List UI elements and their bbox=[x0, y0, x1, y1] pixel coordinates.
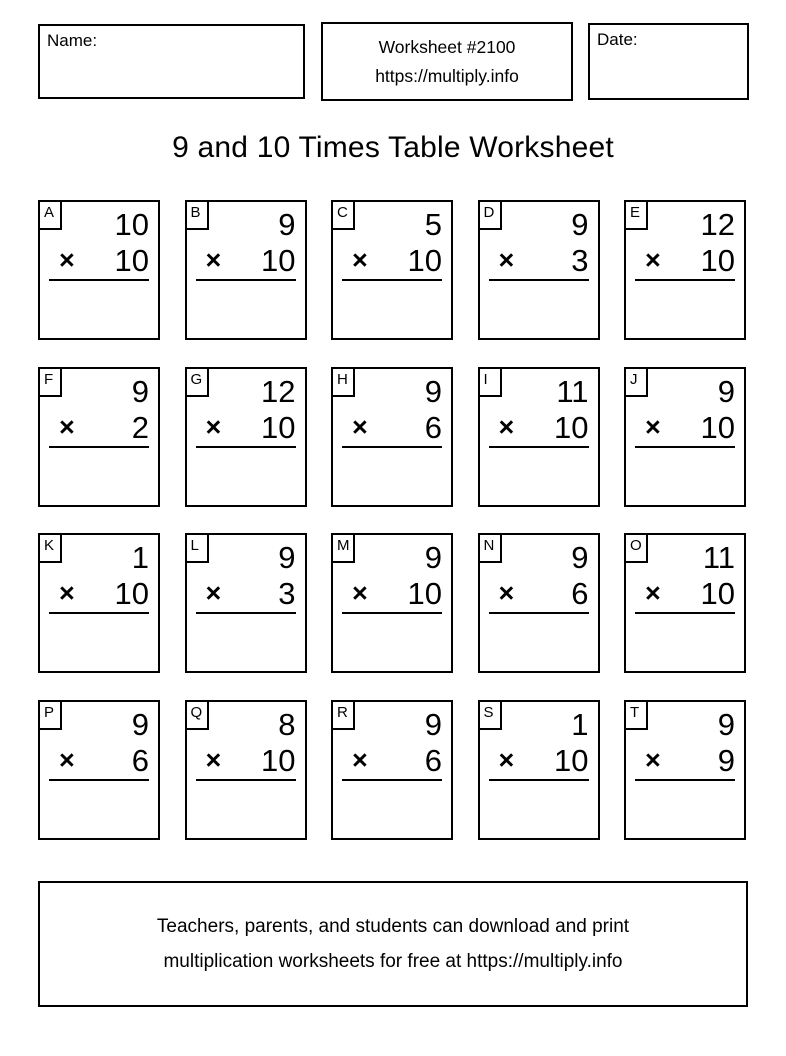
multiplier: 3 bbox=[278, 576, 296, 611]
multiplicand: 10 bbox=[114, 207, 149, 242]
problem-letter-badge bbox=[331, 533, 355, 563]
problem-cell bbox=[185, 533, 307, 673]
problem-letter: I bbox=[483, 370, 488, 388]
problem-letter: G bbox=[190, 370, 203, 388]
problem-letter: S bbox=[483, 703, 494, 721]
multiply-icon: × bbox=[498, 245, 515, 275]
problem-cell bbox=[38, 700, 160, 840]
problem-cell bbox=[624, 367, 746, 507]
multiplier: 6 bbox=[571, 576, 589, 611]
problem-cell bbox=[478, 367, 600, 507]
multiply-icon: × bbox=[498, 578, 515, 608]
multiplicand: 1 bbox=[131, 540, 149, 575]
multiplier: 9 bbox=[717, 742, 735, 778]
answer-space[interactable] bbox=[187, 281, 305, 338]
problem-letter: B bbox=[190, 204, 201, 221]
multiplicand: 9 bbox=[571, 207, 589, 242]
problem-cell bbox=[185, 700, 307, 840]
answer-space[interactable] bbox=[187, 448, 305, 505]
problem-cell bbox=[331, 200, 453, 340]
multiply-icon: × bbox=[59, 578, 75, 608]
problem-letter: A bbox=[44, 204, 55, 221]
name-label: Name: bbox=[47, 31, 98, 50]
answer-space[interactable] bbox=[480, 281, 598, 338]
multiply-icon: × bbox=[645, 411, 661, 442]
multiplicand: 12 bbox=[261, 373, 296, 409]
multiplier: 10 bbox=[114, 576, 149, 611]
worksheet-url: https://multiply.info bbox=[375, 65, 519, 86]
answer-space[interactable] bbox=[40, 281, 158, 338]
problem-letter: Q bbox=[190, 703, 203, 721]
multiplicand: 9 bbox=[424, 540, 442, 575]
problem-letter: D bbox=[483, 204, 495, 221]
footer-line-1: Teachers, parents, and students can download and print bbox=[156, 915, 630, 937]
multiplier: 10 bbox=[261, 742, 296, 778]
answer-space[interactable] bbox=[333, 448, 451, 505]
answer-space[interactable] bbox=[333, 614, 451, 671]
multiplicand: 9 bbox=[278, 540, 296, 575]
problem-letter-badge bbox=[478, 367, 502, 397]
multiplier: 10 bbox=[700, 409, 735, 445]
multiplier: 3 bbox=[571, 243, 589, 278]
problem-letter: E bbox=[630, 204, 641, 221]
multiply-icon: × bbox=[352, 245, 368, 275]
multiply-icon: × bbox=[498, 744, 515, 775]
problem-letter-badge bbox=[38, 367, 62, 397]
problem-letter-badge bbox=[478, 700, 502, 730]
multiply-icon: × bbox=[352, 411, 368, 442]
problem-letter: J bbox=[630, 370, 638, 388]
problem-letter-badge bbox=[38, 700, 62, 730]
multiplicand: 9 bbox=[131, 373, 149, 409]
name-field-box[interactable] bbox=[38, 24, 305, 99]
answer-space[interactable] bbox=[480, 614, 598, 671]
problem-letter-badge bbox=[624, 367, 648, 397]
problem-letter-badge bbox=[185, 700, 209, 730]
problem-letter: M bbox=[337, 537, 350, 554]
problem-letter-badge bbox=[331, 200, 355, 230]
multiplier: 2 bbox=[131, 409, 149, 445]
problem-letter-badge bbox=[478, 533, 502, 563]
problem-letter: K bbox=[44, 537, 55, 554]
problem-letter-badge bbox=[185, 200, 209, 230]
date-label: Date: bbox=[597, 30, 638, 49]
problem-letter: P bbox=[44, 703, 55, 721]
multiplicand: 9 bbox=[717, 373, 735, 409]
problem-cell bbox=[38, 200, 160, 340]
problem-letter: O bbox=[630, 537, 642, 554]
problem-cell bbox=[624, 533, 746, 673]
problem-letter: L bbox=[190, 537, 199, 554]
multiplier: 10 bbox=[554, 742, 589, 778]
multiplier: 10 bbox=[114, 243, 149, 278]
answer-space[interactable] bbox=[626, 781, 744, 838]
problem-cell bbox=[38, 533, 160, 673]
problem-cell bbox=[624, 700, 746, 840]
problem-letter-badge bbox=[185, 367, 209, 397]
multiplicand: 11 bbox=[556, 373, 589, 409]
multiplier: 10 bbox=[700, 243, 735, 278]
multiply-icon: × bbox=[645, 245, 661, 275]
problem-letter-badge bbox=[624, 200, 648, 230]
answer-space[interactable] bbox=[187, 781, 305, 838]
problems-grid bbox=[38, 200, 746, 840]
multiplicand: 12 bbox=[700, 207, 735, 242]
answer-space[interactable] bbox=[40, 448, 158, 505]
problem-letter-badge bbox=[624, 700, 648, 730]
answer-space[interactable] bbox=[40, 614, 158, 671]
multiply-icon: × bbox=[59, 245, 75, 275]
multiply-icon: × bbox=[645, 744, 661, 775]
problem-letter: R bbox=[337, 703, 348, 721]
problem-letter-badge bbox=[38, 200, 62, 230]
multiplicand: 1 bbox=[571, 706, 589, 742]
multiply-icon: × bbox=[205, 411, 222, 442]
multiplicand: 9 bbox=[571, 540, 589, 575]
answer-space[interactable] bbox=[480, 781, 598, 838]
problem-letter-badge bbox=[624, 533, 648, 563]
answer-space[interactable] bbox=[333, 281, 451, 338]
multiplier: 10 bbox=[700, 576, 735, 611]
problem-cell bbox=[185, 367, 307, 507]
multiply-icon: × bbox=[59, 744, 75, 775]
multiplier: 10 bbox=[407, 243, 442, 278]
answer-space[interactable] bbox=[626, 448, 744, 505]
answer-space[interactable] bbox=[333, 781, 451, 838]
multiplicand: 5 bbox=[424, 207, 442, 242]
worksheet-info-box bbox=[321, 22, 573, 101]
answer-space[interactable] bbox=[187, 614, 305, 671]
problem-letter: N bbox=[483, 537, 495, 554]
problem-cell bbox=[185, 200, 307, 340]
worksheet-number: Worksheet #2100 bbox=[378, 36, 516, 57]
multiply-icon: × bbox=[205, 245, 222, 275]
multiplicand: 11 bbox=[702, 540, 735, 575]
multiply-icon: × bbox=[205, 578, 222, 608]
problem-cell bbox=[478, 533, 600, 673]
multiplicand: 9 bbox=[278, 207, 296, 242]
problem-letter-badge bbox=[478, 200, 502, 230]
answer-space[interactable] bbox=[40, 781, 158, 838]
problem-letter: F bbox=[44, 370, 54, 388]
multiplicand: 8 bbox=[278, 706, 296, 742]
multiplicand: 9 bbox=[717, 706, 735, 742]
problem-letter: H bbox=[337, 370, 348, 388]
multiply-icon: × bbox=[498, 411, 515, 442]
problem-letter-badge bbox=[331, 367, 355, 397]
problem-cell bbox=[478, 200, 600, 340]
answer-space[interactable] bbox=[480, 448, 598, 505]
multiply-icon: × bbox=[352, 744, 368, 775]
page-title: 9 and 10 Times Table Worksheet bbox=[172, 131, 614, 164]
problem-letter-badge bbox=[38, 533, 62, 563]
multiply-icon: × bbox=[352, 578, 368, 608]
multiplicand: 9 bbox=[424, 706, 442, 742]
answer-space[interactable] bbox=[626, 281, 744, 338]
problem-cell bbox=[38, 367, 160, 507]
multiply-icon: × bbox=[205, 744, 222, 775]
answer-space[interactable] bbox=[626, 614, 744, 671]
problem-letter: C bbox=[337, 204, 348, 221]
problem-cell bbox=[331, 533, 453, 673]
multiplier: 6 bbox=[131, 742, 149, 778]
problem-letter-badge bbox=[331, 700, 355, 730]
multiply-icon: × bbox=[645, 578, 661, 608]
date-field-box[interactable] bbox=[588, 23, 749, 100]
multiplier: 6 bbox=[424, 409, 442, 445]
multiplier: 10 bbox=[554, 409, 589, 445]
multiplier: 10 bbox=[261, 243, 296, 278]
problem-letter: T bbox=[630, 703, 640, 721]
problem-cell bbox=[478, 700, 600, 840]
multiply-icon: × bbox=[59, 411, 75, 442]
problem-letter-badge bbox=[185, 533, 209, 563]
problem-cell bbox=[331, 700, 453, 840]
problem-cell bbox=[331, 367, 453, 507]
multiplicand: 9 bbox=[424, 373, 442, 409]
multiplier: 10 bbox=[261, 409, 296, 445]
multiplier: 6 bbox=[424, 742, 442, 778]
footer-line-2: multiplication worksheets for free at https://multiply.info bbox=[163, 951, 623, 972]
problem-cell bbox=[624, 200, 746, 340]
multiplier: 10 bbox=[407, 576, 442, 611]
multiplicand: 9 bbox=[131, 706, 149, 742]
footer-note-box bbox=[38, 881, 748, 1007]
